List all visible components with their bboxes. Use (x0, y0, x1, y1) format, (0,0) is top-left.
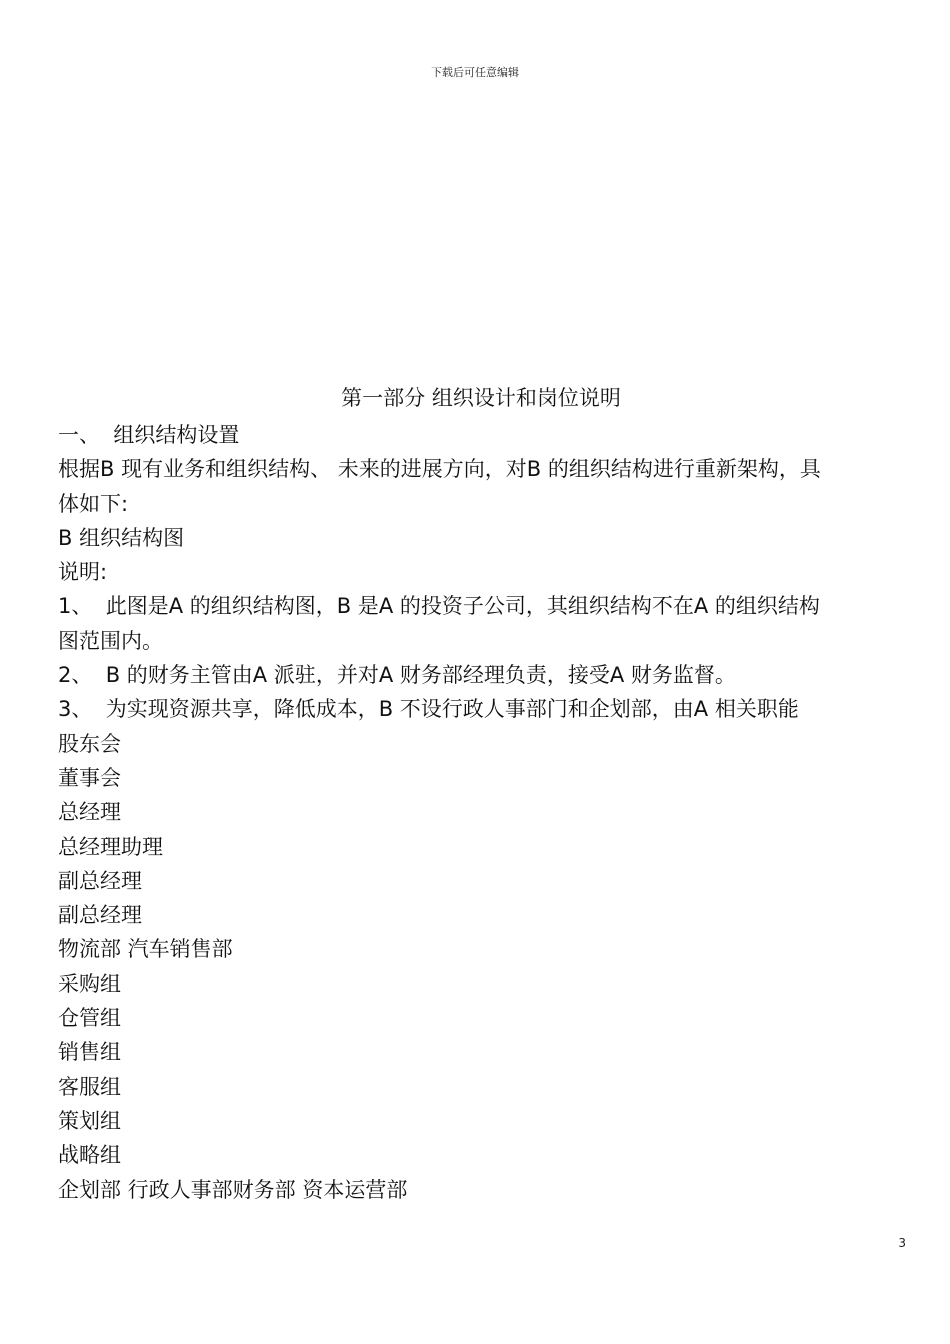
document-title: 第一部分 组织设计和岗位说明 (341, 386, 621, 410)
note-item: 1、 此图是A 的组织结构图，B 是A 的投资子公司，其组织结构不在A 的组织结构 (58, 594, 820, 619)
note-item-continuation: 图范围内。 (58, 628, 163, 653)
notes-label: 说明: (58, 560, 108, 585)
org-unit-label: 仓管组 (58, 1006, 121, 1031)
org-unit-label: 策划组 (58, 1108, 121, 1133)
page-header-note: 下载后可任意编辑 (431, 66, 519, 79)
org-unit-label: 总经理 (58, 800, 121, 825)
org-unit-label: 副总经理 (58, 903, 142, 928)
note-item: 3、 为实现资源共享，降低成本，B 不设行政人事部门和企划部，由A 相关职能 (58, 697, 799, 722)
org-unit-label: 销售组 (58, 1040, 121, 1065)
org-unit-label: 股东会 (58, 731, 121, 756)
org-unit-label: 副总经理 (58, 868, 142, 893)
paragraph-line: 体如下: (58, 491, 129, 516)
note-item: 2、 B 的财务主管由A 派驻，并对A 财务部经理负责，接受A 财务监督。 (58, 663, 736, 688)
org-unit-label: 采购组 (58, 971, 121, 996)
org-unit-label: 总经理助理 (58, 834, 163, 859)
org-unit-label: 物流部 汽车销售部 (58, 937, 233, 962)
org-unit-label: 董事会 (58, 765, 121, 790)
org-unit-label: 客服组 (58, 1074, 121, 1099)
paragraph-line: 根据B 现有业务和组织结构、 未来的进展方向，对B 的组织结构进行重新架构，具 (58, 457, 821, 482)
org-unit-label: 战略组 (58, 1143, 121, 1168)
chart-caption: B 组织结构图 (58, 525, 185, 550)
org-unit-label: 企划部 行政人事部财务部 资本运营部 (58, 1177, 408, 1202)
document-body (58, 418, 908, 1207)
section-heading: 一、 组织结构设置 (58, 423, 240, 447)
page-number: 3 (898, 1236, 906, 1250)
